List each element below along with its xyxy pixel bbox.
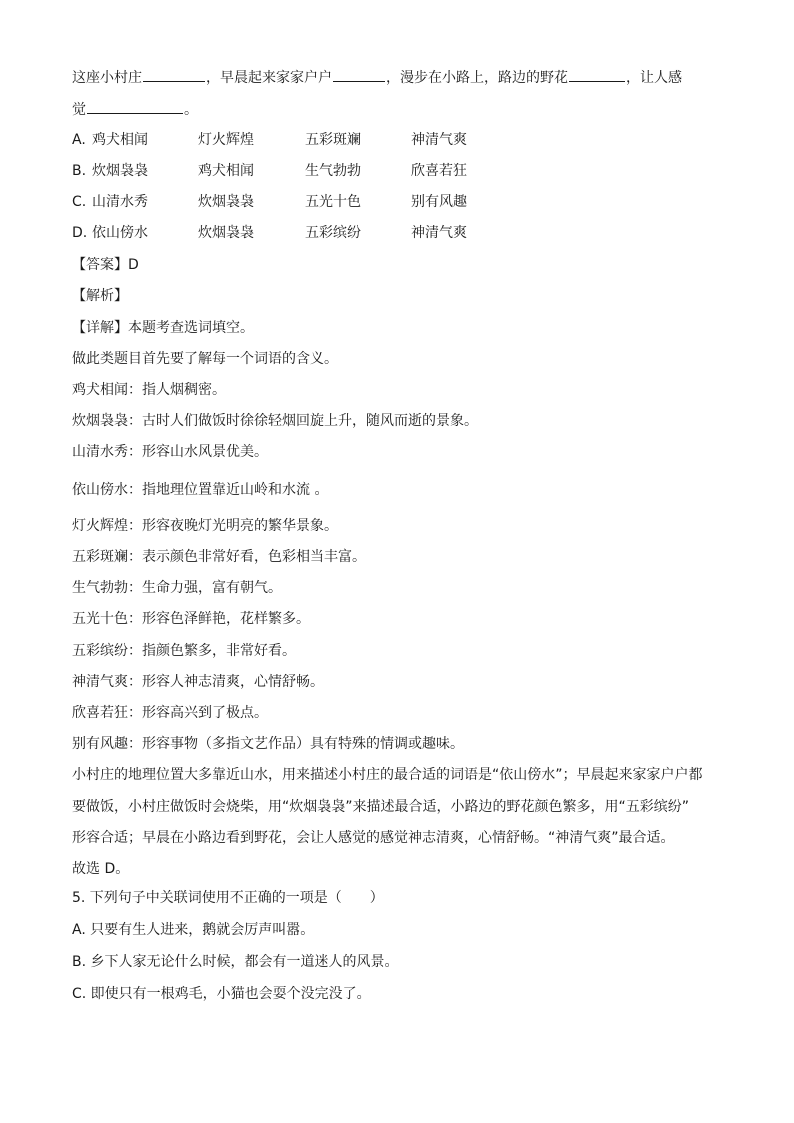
option-word: 神清气爽 — [411, 132, 467, 148]
fill-blank — [87, 99, 183, 114]
explanation-line: 神清气爽：形容人神志清爽，心情舒畅。 — [72, 674, 324, 690]
question-text: 。 — [184, 102, 198, 118]
explanation-line: 五彩斑斓：表示颜色非常好看，色彩相当丰富。 — [72, 549, 366, 565]
explanation-line: 别有风趣：形容事物（多指文艺作品）具有特殊的情调或趣味。 — [72, 736, 464, 752]
question-text: ，让人感 — [626, 70, 682, 86]
question-text: ，早晨起来家家户户 — [206, 70, 332, 86]
question-text: 这座小村庄 — [72, 70, 142, 86]
explanation-line: 鸡犬相闻：指人烟稠密。 — [72, 382, 226, 398]
explanation-line: 山清水秀：形容山水风景优美。 — [72, 444, 268, 460]
option-letter: A. — [72, 132, 86, 148]
analysis-tag: 【解析】 — [72, 288, 128, 304]
detail-tag: 【详解】 — [72, 320, 128, 336]
q5-option-c: C. 即使只有一根鸡毛，小猫也会耍个没完没了。 — [72, 986, 371, 1002]
detail-line — [72, 318, 254, 338]
option-word: 依山傍水 — [92, 225, 148, 241]
question-line-2 — [72, 99, 198, 120]
option-letter: B. — [72, 163, 87, 179]
option-letter: D. — [72, 225, 88, 241]
answer-line — [72, 255, 139, 275]
explanation-line: 做此类题目首先要了解每一个词语的含义。 — [72, 351, 338, 367]
explanation-line: 五光十色：形容色泽鲜艳，花样繁多。 — [72, 611, 310, 627]
question-text: ，漫步在小路上，路边的野花 — [386, 70, 568, 86]
option-word: 五光十色 — [305, 194, 361, 210]
option-word: 五彩斑斓 — [305, 132, 361, 148]
explanation-line: 五彩缤纷：指颜色繁多，非常好看。 — [72, 643, 296, 659]
option-word: 炊烟袅袅 — [198, 194, 254, 210]
option-word: 炊烟袅袅 — [198, 225, 254, 241]
option-word: 生气勃勃 — [305, 163, 361, 179]
fill-blank — [143, 67, 205, 82]
explanation-line: 炊烟袅袅：古时人们做饭时徐徐轻烟回旋上升，随风而逝的景象。 — [72, 413, 478, 429]
option-word: 欣喜若狂 — [411, 163, 467, 179]
option-word: 鸡犬相闻 — [92, 132, 148, 148]
fill-blank — [569, 67, 625, 82]
q5-option-b: B. 乡下人家无论什么时候，都会有一道迷人的风景。 — [72, 954, 399, 970]
fill-blank — [333, 67, 385, 82]
explanation-line: 要做饭，小村庄做饭时会烧柴，用“炊烟袅袅”来描述最合适，小路边的野花颜色繁多，用“五彩缤纷” — [72, 799, 690, 815]
detail-text: 本题考查选词填空。 — [128, 320, 254, 336]
explanation-line: 生气勃勃：生命力强，富有朝气。 — [72, 580, 282, 596]
option-word: 鸡犬相闻 — [198, 163, 254, 179]
option-word: 五彩缤纷 — [305, 225, 361, 241]
answer-tag: 【答案】 — [72, 257, 128, 273]
q5-option-a: A. 只要有生人进来，鹅就会厉声叫嚣。 — [72, 922, 315, 938]
option-word: 神清气爽 — [411, 225, 467, 241]
explanation-line: 小村庄的地理位置大多靠近山水，用来描述小村庄的最合适的词语是“依山傍水”；早晨起来家家户户都 — [72, 767, 703, 783]
option-word: 灯火辉煌 — [198, 132, 254, 148]
question-text: 觉 — [72, 102, 86, 118]
answer-value: D — [128, 257, 139, 273]
option-word: 别有风趣 — [411, 194, 467, 210]
explanation-line: 依山傍水：指地理位置靠近山岭和水流 。 — [72, 482, 329, 498]
q5-stem: 5. 下列句子中关联词使用不正确的一项是（ ） — [72, 890, 384, 906]
explanation-line: 形容合适；早晨在小路边看到野花，会让人感觉的感觉神志清爽，心情舒畅。“神清气爽”最合适。 — [72, 830, 675, 846]
option-word: 山清水秀 — [92, 194, 148, 210]
explanation-line: 欣喜若狂：形容高兴到了极点。 — [72, 705, 268, 721]
question-line-1 — [72, 67, 682, 88]
explanation-line: 故选 D。 — [72, 861, 130, 877]
option-letter: C. — [72, 194, 87, 210]
explanation-line: 灯火辉煌：形容夜晚灯光明亮的繁华景象。 — [72, 518, 338, 534]
option-word: 炊烟袅袅 — [92, 163, 148, 179]
